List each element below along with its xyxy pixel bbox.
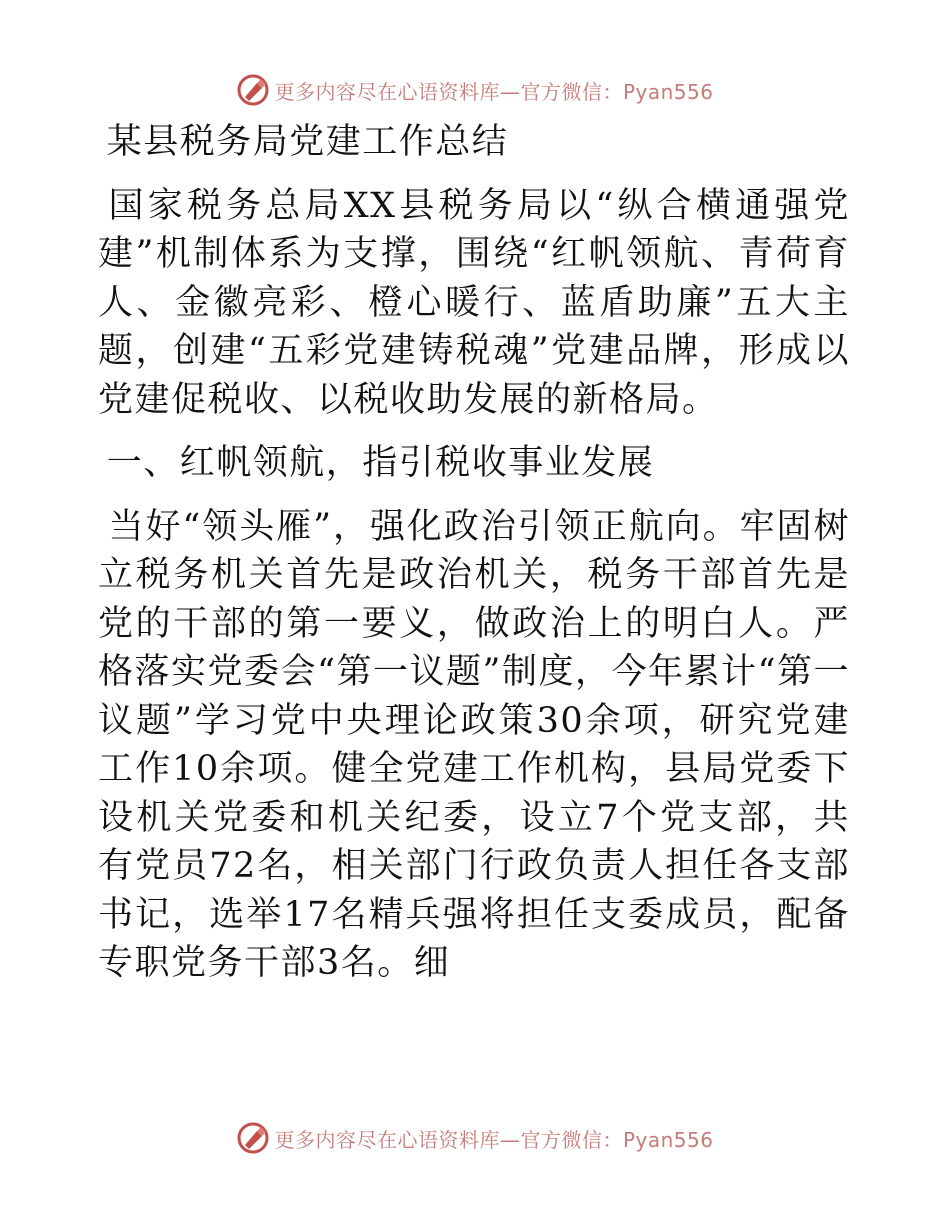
pen-nib-logo-icon xyxy=(236,73,270,107)
watermark-text: 更多内容尽在心语资料库—官方微信：Pyan556 xyxy=(274,1127,714,1152)
intro-paragraph: 国家税务总局XX县税务局以“纵合横通强党建”机制体系为支撑，围绕“红帆领航、青荷育人、金徽亮彩、橙心暖行、蓝盾助廉”五大主题，创建“五彩党建铸税魂”党建品牌，形成以党建促税收、以税收助发展的新格局。 xyxy=(98,185,850,420)
watermark-banner-top xyxy=(0,70,950,110)
document-title: 某县税务局党建工作总结 xyxy=(106,122,509,162)
pen-nib-logo-icon xyxy=(236,1121,270,1155)
watermark-banner-bottom xyxy=(0,1118,950,1158)
section-heading: 一、红帆领航，指引税收事业发展 xyxy=(106,443,655,483)
document-body xyxy=(98,118,850,988)
section-paragraph: 当好“领头雁”，强化政治引领正航向。牢固树立税务机关首先是政治机关，税务干部首先是党的干部的第一要义，做政治上的明白人。严格落实党委会“第一议题”制度，今年累计“第一议题”学习党中央理论政策30余项，研究党建工作10余项。健全党建工作机构，县局党委下设机关党委和机关纪委，设立7个党支部，共有党员72名，相关部门行政负责人担任各支部书记，选举17名精兵强将担任支委成员，配备专职党务干部3名。细 xyxy=(98,506,850,983)
watermark-text: 更多内容尽在心语资料库—官方微信：Pyan556 xyxy=(274,79,714,104)
